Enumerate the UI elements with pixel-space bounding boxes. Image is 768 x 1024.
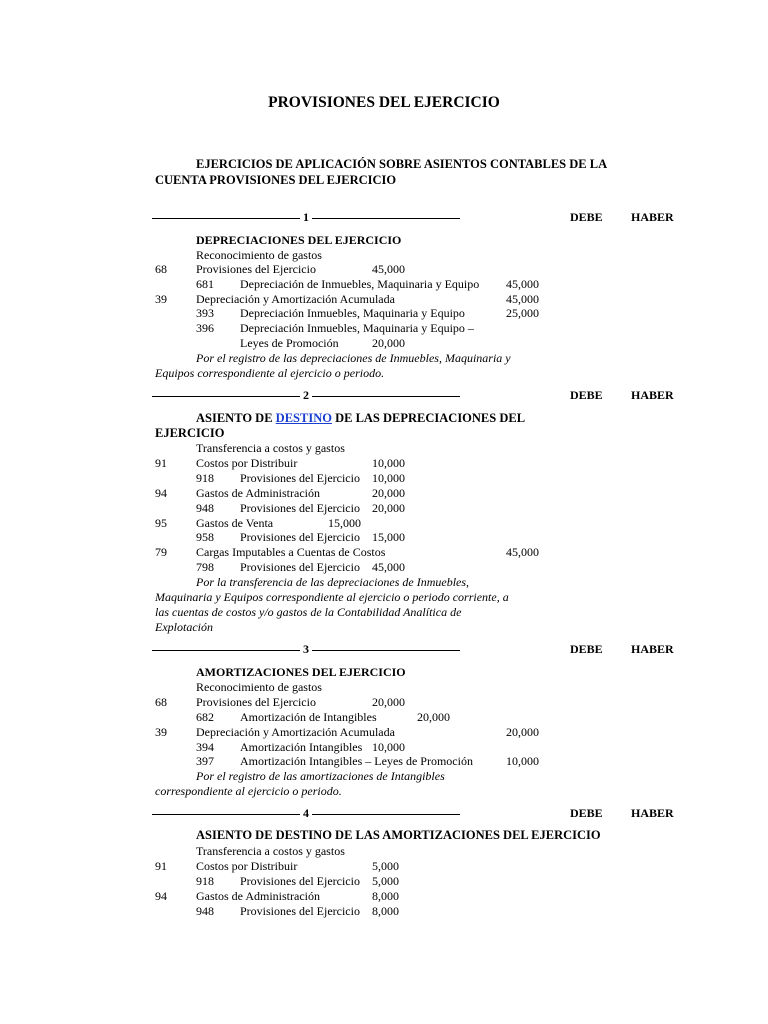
entry-note: correspondiente al ejercicio o periodo.: [155, 784, 342, 798]
entry-note: Explotación: [155, 620, 213, 634]
account-name: Depreciación y Amortización Acumulada: [196, 292, 395, 306]
amount: 20,000: [372, 336, 405, 350]
haber-header: HABER: [631, 210, 674, 224]
separator-rule: [312, 814, 460, 815]
entry-heading: DEPRECIACIONES DEL EJERCICIO: [196, 233, 402, 247]
account-name-cont: Leyes de Promoción: [240, 336, 339, 350]
heading-text: ASIENTO DE: [196, 411, 276, 425]
entry-4-separator: [152, 806, 460, 821]
account-code: 91: [155, 859, 167, 873]
account-code: 94: [155, 889, 167, 903]
account-code: 91: [155, 456, 167, 470]
account-code: 394: [196, 740, 214, 754]
entry-2-separator: [152, 388, 460, 403]
amount: 45,000: [506, 292, 539, 306]
entry-heading-cont: EJERCICIO: [155, 426, 225, 440]
debe-header: DEBE: [570, 388, 603, 402]
amount: 15,000: [372, 530, 405, 544]
account-code: 798: [196, 560, 214, 574]
account-code: 682: [196, 710, 214, 724]
account-name: Gastos de Administración: [196, 889, 320, 903]
account-name: Provisiones del Ejercicio: [196, 695, 316, 709]
entry-note: Maquinaria y Equipos correspondiente al ejercicio o periodo corriente, a: [155, 590, 509, 604]
account-code: 958: [196, 530, 214, 544]
entry-note: Equipos correspondiente al ejercicio o periodo.: [155, 366, 385, 380]
account-code: 918: [196, 471, 214, 485]
amount: 15,000: [328, 516, 361, 530]
account-name: Provisiones del Ejercicio: [240, 560, 360, 574]
separator-rule: [312, 218, 460, 219]
amount: 20,000: [417, 710, 450, 724]
entry-1-separator: [152, 210, 460, 225]
account-code: 68: [155, 262, 167, 276]
entry-number: 3: [303, 642, 309, 656]
amount: 25,000: [506, 306, 539, 320]
amount: 45,000: [372, 262, 405, 276]
separator-rule: [152, 650, 300, 651]
entry-subtitle: Reconocimiento de gastos: [196, 248, 322, 262]
account-code: 948: [196, 904, 214, 918]
amount: 45,000: [506, 277, 539, 291]
separator-rule: [152, 396, 300, 397]
separator-rule: [312, 650, 460, 651]
amount: 45,000: [372, 560, 405, 574]
account-name: Depreciación de Inmuebles, Maquinaria y Equipo: [240, 277, 480, 291]
amount: 45,000: [506, 545, 539, 559]
account-code: 39: [155, 292, 167, 306]
debe-header: DEBE: [570, 806, 603, 820]
account-code: 68: [155, 695, 167, 709]
entry-note: Por el registro de las depreciaciones de Inmuebles, Maquinaria y: [196, 351, 511, 365]
amount: 5,000: [372, 859, 399, 873]
separator-rule: [152, 218, 300, 219]
account-code: 397: [196, 754, 214, 768]
account-name: Gastos de Administración: [196, 486, 320, 500]
entry-number: 4: [303, 806, 309, 820]
entry-heading: AMORTIZACIONES DEL EJERCICIO: [196, 665, 406, 679]
amount: 10,000: [372, 456, 405, 470]
intro-heading: EJERCICIOS DE APLICACIÓN SOBRE ASIENTOS CONTABLES DE LA CUENTA PROVISIONES DEL EJERCICIO: [155, 157, 607, 187]
debe-header: DEBE: [570, 642, 603, 656]
haber-header: HABER: [631, 806, 674, 820]
amount: 20,000: [372, 695, 405, 709]
amount: 10,000: [372, 740, 405, 754]
amount: 20,000: [372, 501, 405, 515]
account-name: Provisiones del Ejercicio: [240, 501, 360, 515]
account-name: Amortización Intangibles: [240, 740, 363, 754]
entry-heading: ASIENTO DE DESTINO DE LAS AMORTIZACIONES DEL EJERCICIO: [196, 828, 601, 842]
entry-note: las cuentas de costos y/o gastos de la Contabilidad Analítica de: [155, 605, 462, 619]
amount: 8,000: [372, 904, 399, 918]
account-code: 94: [155, 486, 167, 500]
entry-heading: [196, 411, 525, 425]
account-name: Provisiones del Ejercicio: [240, 874, 360, 888]
account-code: 918: [196, 874, 214, 888]
separator-rule: [152, 814, 300, 815]
account-name: Cargas Imputables a Cuentas de Costos: [196, 545, 386, 559]
page-title: PROVISIONES DEL EJERCICIO: [268, 94, 500, 111]
haber-header: HABER: [631, 642, 674, 656]
amount: 10,000: [372, 471, 405, 485]
account-code: 95: [155, 516, 167, 530]
entry-number: 1: [303, 210, 309, 224]
entry-subtitle: Transferencia a costos y gastos: [196, 441, 345, 455]
heading-text: DE LAS DEPRECIACIONES DEL: [331, 411, 526, 425]
entry-note: Por la transferencia de las depreciaciones de Inmuebles,: [196, 575, 470, 589]
account-code: 39: [155, 725, 167, 739]
entry-number: 2: [303, 388, 309, 402]
amount: 8,000: [372, 889, 399, 903]
account-name: Depreciación Inmuebles, Maquinaria y Equipo: [240, 306, 465, 320]
entry-note: Por el registro de las amortizaciones de Intangibles: [196, 769, 445, 783]
amount: 20,000: [372, 486, 405, 500]
account-code: 396: [196, 321, 214, 335]
account-code: 393: [196, 306, 214, 320]
entry-3-separator: [152, 642, 460, 657]
account-code: 681: [196, 277, 214, 291]
entry-subtitle: Reconocimiento de gastos: [196, 680, 322, 694]
account-name: Amortización Intangibles – Leyes de Promoción: [240, 754, 473, 768]
account-name: Provisiones del Ejercicio: [240, 530, 360, 544]
account-name: Depreciación y Amortización Acumulada: [196, 725, 395, 739]
account-name: Costos por Distribuir: [196, 456, 298, 470]
account-name: Costos por Distribuir: [196, 859, 298, 873]
account-name: Provisiones del Ejercicio: [196, 262, 316, 276]
account-code: 79: [155, 545, 167, 559]
haber-header: HABER: [631, 388, 674, 402]
account-name: Depreciación Inmuebles, Maquinaria y Equipo –: [240, 321, 474, 335]
destino-link[interactable]: DESTINO: [275, 411, 332, 425]
account-name: Amortización de Intangibles: [240, 710, 377, 724]
amount: 5,000: [372, 874, 399, 888]
amount: 20,000: [506, 725, 539, 739]
account-name: Provisiones del Ejercicio: [240, 471, 360, 485]
debe-header: DEBE: [570, 210, 603, 224]
account-code: 948: [196, 501, 214, 515]
account-name: Provisiones del Ejercicio: [240, 904, 360, 918]
amount: 10,000: [506, 754, 539, 768]
separator-rule: [312, 396, 460, 397]
entry-subtitle: Transferencia a costos y gastos: [196, 844, 345, 858]
account-name: Gastos de Venta: [196, 516, 274, 530]
